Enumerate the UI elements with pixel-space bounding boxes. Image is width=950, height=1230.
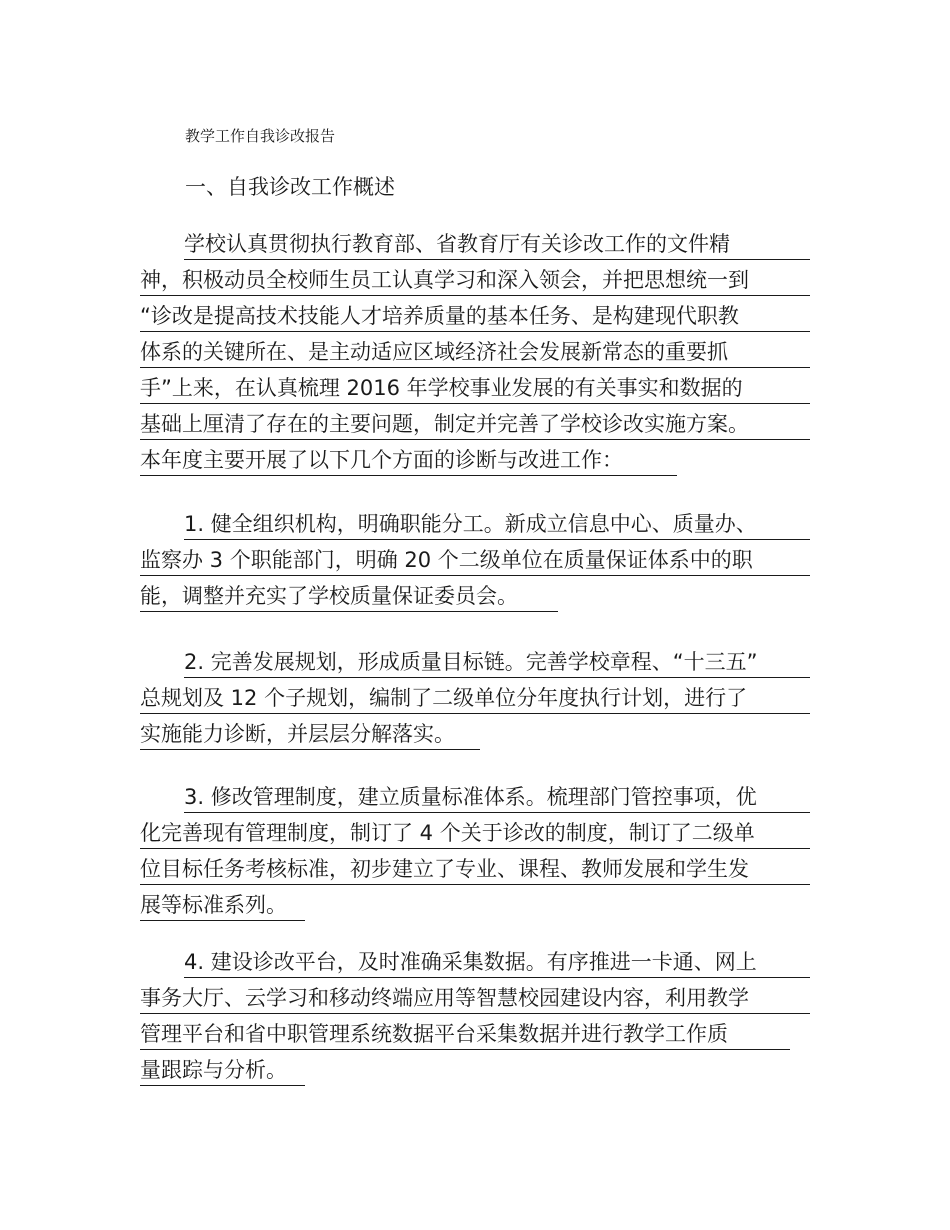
paragraph-line: “诊改是提高技术技能人才培养质量的基本任务、是构建现代职教 bbox=[140, 304, 739, 328]
paragraph-line: 展等标准系列。 bbox=[140, 893, 287, 917]
paragraph-line: 监察办 3 个职能部门，明确 20 个二级单位在质量保证体系中的职 bbox=[140, 548, 753, 572]
line-underline bbox=[184, 812, 810, 813]
paragraph-line: 能，调整并充实了学校质量保证委员会。 bbox=[140, 584, 518, 608]
line-underline bbox=[140, 884, 810, 885]
paragraph-line: 总规划及 12 个子规划，编制了二级单位分年度执行计划，进行了 bbox=[140, 686, 748, 710]
document-title: 教学工作自我诊改报告 bbox=[185, 127, 336, 145]
line-underline bbox=[184, 977, 810, 978]
section-heading: 一、自我诊改工作概述 bbox=[185, 175, 395, 199]
line-underline bbox=[140, 1085, 305, 1086]
paragraph-line: 基础上厘清了存在的主要问题，制定并完善了学校诊改实施方案。 bbox=[140, 412, 749, 436]
paragraph-line: 3. 修改管理制度，建立质量标准体系。梳理部门管控事项，优 bbox=[184, 785, 757, 809]
paragraph-line: 位目标任务考核标准，初步建立了专业、课程、教师发展和学生发 bbox=[140, 857, 749, 881]
line-underline bbox=[140, 331, 810, 332]
paragraph-line: 学校认真贯彻执行教育部、省教育厅有关诊改工作的文件精 bbox=[184, 232, 730, 256]
line-underline bbox=[140, 439, 810, 440]
line-underline bbox=[140, 749, 480, 750]
line-underline bbox=[184, 539, 810, 540]
line-underline bbox=[140, 475, 677, 476]
paragraph-line: 1. 健全组织机构，明确职能分工。新成立信息中心、质量办、 bbox=[184, 512, 757, 536]
paragraph-line: 事务大厅、云学习和移动终端应用等智慧校园建设内容，利用教学 bbox=[140, 986, 749, 1010]
line-underline bbox=[140, 367, 810, 368]
line-underline bbox=[140, 611, 558, 612]
paragraph-line: 2. 完善发展规划，形成质量目标链。完善学校章程、“十三五” bbox=[184, 650, 758, 674]
paragraph-line: 体系的关键所在、是主动适应区域经济社会发展新常态的重要抓 bbox=[140, 340, 728, 364]
line-underline bbox=[140, 575, 810, 576]
paragraph-line: 化完善现有管理制度，制订了 4 个关于诊改的制度，制订了二级单 bbox=[140, 821, 755, 845]
line-underline bbox=[184, 259, 810, 260]
paragraph-line: 神，积极动员全校师生员工认真学习和深入领会，并把思想统一到 bbox=[140, 268, 749, 292]
line-underline bbox=[140, 713, 810, 714]
line-underline bbox=[140, 1013, 810, 1014]
paragraph-line: 管理平台和省中职管理系统数据平台采集数据并进行教学工作质 bbox=[140, 1022, 728, 1046]
paragraph-line: 手”上来，在认真梳理 2016 年学校事业发展的有关事实和数据的 bbox=[140, 376, 743, 400]
paragraph-line: 实施能力诊断，并层层分解落实。 bbox=[140, 722, 455, 746]
line-underline bbox=[184, 677, 810, 678]
paragraph-line: 4. 建设诊改平台，及时准确采集数据。有序推进一卡通、网上 bbox=[184, 950, 757, 974]
paragraph-line: 量跟踪与分析。 bbox=[140, 1058, 287, 1082]
line-underline bbox=[140, 295, 810, 296]
line-underline bbox=[140, 848, 810, 849]
paragraph-line: 本年度主要开展了以下几个方面的诊断与改进工作： bbox=[140, 448, 623, 472]
line-underline bbox=[140, 403, 810, 404]
line-underline bbox=[140, 920, 305, 921]
line-underline bbox=[140, 1049, 790, 1050]
